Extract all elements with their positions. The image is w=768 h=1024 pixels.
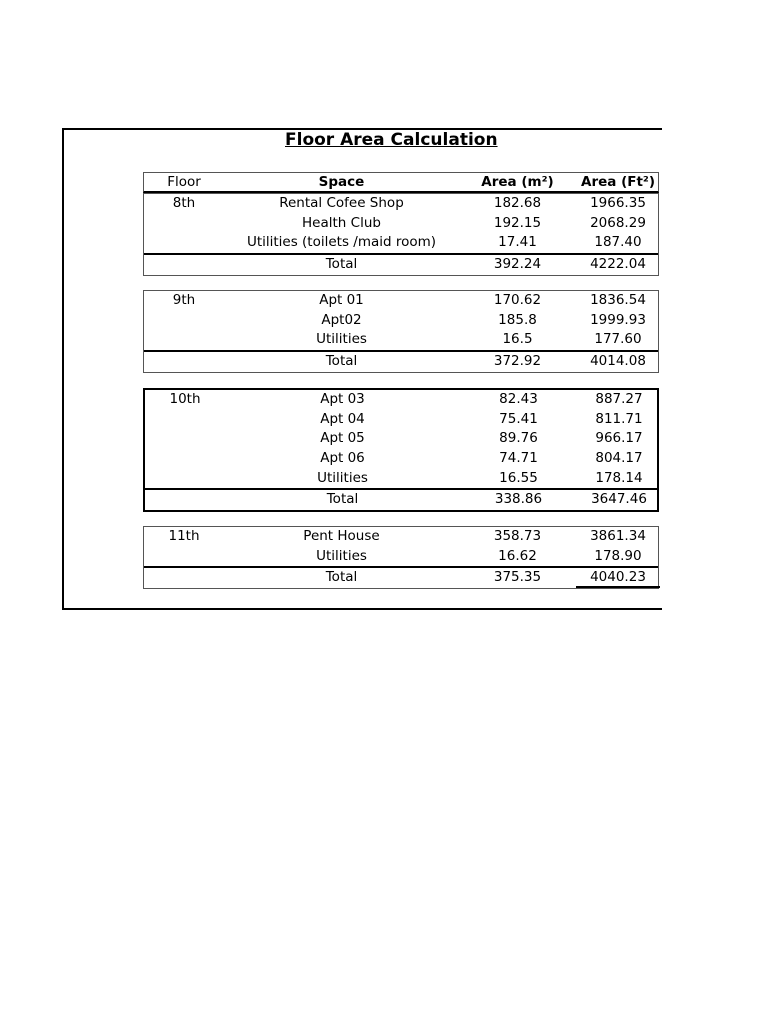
floor-block-11th: [143, 526, 659, 589]
space-cell: Utilities: [317, 469, 368, 486]
area-ft2-cell: 187.40: [594, 234, 642, 251]
space-cell: Apt 03: [320, 391, 365, 407]
header-space: Space: [318, 174, 365, 190]
total-row: [144, 350, 658, 372]
area-ft2-cell: 1836.54: [590, 292, 646, 308]
total-ft2: 3647.46: [591, 491, 647, 508]
area-ft2-cell: 177.60: [594, 331, 642, 348]
floor-block-10th: [143, 388, 659, 512]
total-row: [144, 566, 658, 588]
header-floor: Floor: [167, 174, 201, 190]
total-label: Total: [325, 353, 358, 370]
area-m2-cell: 358.73: [493, 528, 542, 544]
floor-label: 11th: [168, 528, 200, 544]
table-row: [145, 390, 657, 410]
floor-label: 9th: [172, 292, 196, 308]
space-cell: Health Club: [302, 214, 381, 231]
area-ft2-cell: 3861.34: [590, 528, 646, 544]
table-row: [144, 233, 658, 253]
area-ft2-cell: 887.27: [595, 391, 643, 407]
total-label: Total: [325, 256, 358, 273]
table-row: [145, 469, 657, 489]
total-label: Total: [325, 569, 358, 586]
space-cell: Apt 06: [320, 450, 365, 467]
table-row: [144, 291, 658, 311]
table-row: [145, 449, 657, 469]
area-m2-cell: 89.76: [499, 430, 538, 447]
space-cell: Rental Cofee Shop: [279, 195, 404, 211]
area-m2-cell: 185.8: [498, 311, 537, 328]
area-m2-cell: 170.62: [493, 292, 542, 308]
table-row: [144, 311, 658, 331]
area-ft2-cell: 804.17: [595, 450, 643, 467]
floor-block-9th: [143, 290, 659, 373]
space-cell: Pent House: [303, 528, 380, 544]
area-m2-cell: 16.5: [502, 331, 533, 348]
table-row: [144, 214, 658, 234]
space-cell: Utilities: [316, 547, 367, 564]
table-header: [143, 172, 659, 193]
total-label: Total: [326, 491, 359, 508]
total-row: [144, 253, 658, 275]
total-ft2: 4040.23: [576, 568, 660, 588]
table-row: [144, 194, 658, 214]
area-m2-cell: 82.43: [499, 391, 538, 407]
total-m2: 392.24: [493, 256, 542, 273]
area-ft2-cell: 2068.29: [590, 214, 646, 231]
area-ft2-cell: 178.14: [595, 469, 643, 486]
area-ft2-cell: 966.17: [595, 430, 643, 447]
floor-label: 10th: [169, 391, 201, 407]
total-ft2: 4222.04: [590, 256, 646, 273]
table-row: [144, 527, 658, 547]
table-row: [144, 547, 658, 567]
area-m2-cell: 17.41: [498, 234, 537, 251]
total-ft2: 4014.08: [590, 353, 646, 370]
area-m2-cell: 16.62: [498, 547, 537, 564]
table-row: [145, 429, 657, 449]
area-m2-cell: 182.68: [493, 195, 542, 211]
header-area-m2: Area (m²): [481, 174, 554, 190]
space-cell: Apt 05: [320, 430, 365, 447]
space-cell: Apt02: [321, 311, 362, 328]
floor-label: 8th: [172, 195, 196, 211]
space-cell: Utilities (toilets /maid room): [246, 234, 437, 251]
space-cell: Apt 01: [319, 292, 364, 308]
space-cell: Apt 04: [320, 410, 365, 427]
total-row: [145, 488, 657, 510]
area-ft2-cell: 1999.93: [590, 311, 646, 328]
area-ft2-cell: 1966.35: [590, 195, 646, 211]
area-ft2-cell: 178.90: [594, 547, 642, 564]
area-ft2-cell: 811.71: [595, 410, 643, 427]
header-area-ft2: Area (Ft²): [581, 174, 655, 190]
area-m2-cell: 192.15: [493, 214, 542, 231]
total-m2: 375.35: [493, 569, 542, 586]
table-row: [145, 410, 657, 430]
total-m2: 338.86: [494, 491, 543, 508]
area-m2-cell: 75.41: [499, 410, 538, 427]
area-m2-cell: 16.55: [499, 469, 538, 486]
table-row: [144, 330, 658, 350]
area-m2-cell: 74.71: [499, 450, 538, 467]
page-title: Floor Area Calculation: [285, 130, 498, 150]
space-cell: Utilities: [316, 331, 367, 348]
total-m2: 372.92: [493, 353, 542, 370]
floor-block-8th: [143, 193, 659, 276]
